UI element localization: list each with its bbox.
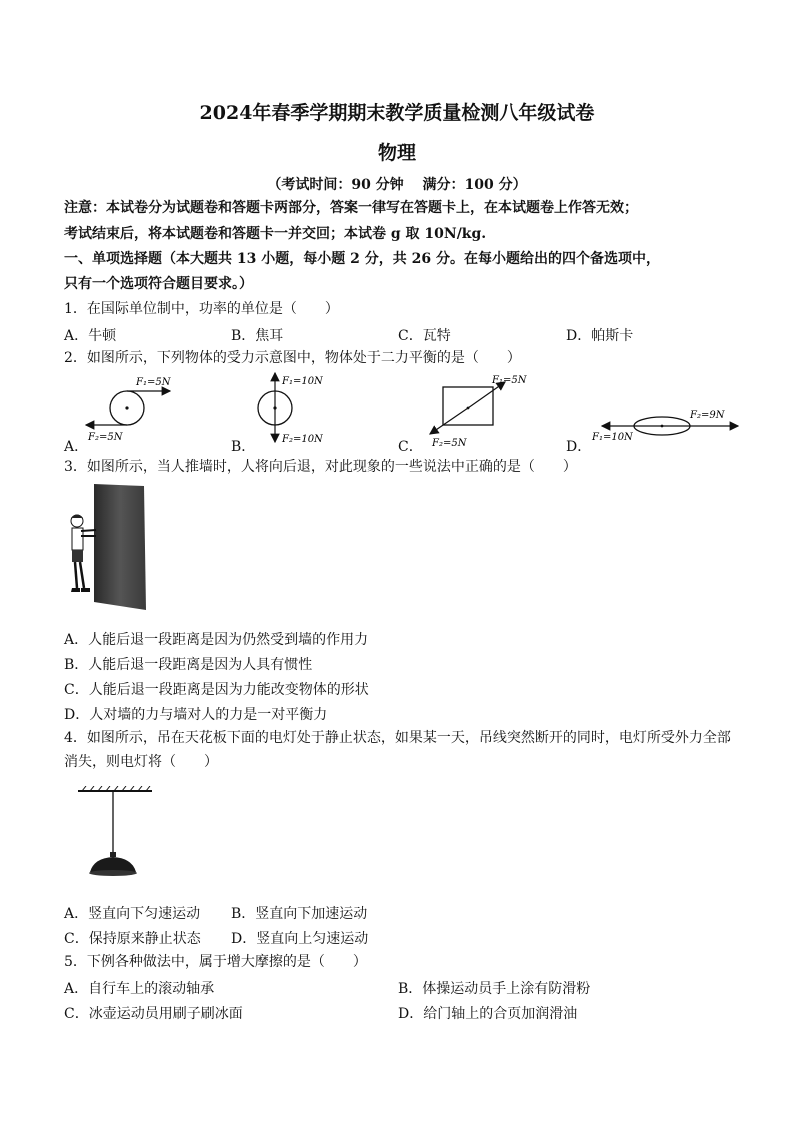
section-heading-line-1: 一、单项选择题（本大题共 13 小题，每小题 2 分，共 26 分。在每小题给出的四个备选项中， [64,251,660,267]
d-f2-label: F₂=9N [690,410,725,421]
exam-title: 2024年春季学期期末教学质量检测八年级试卷 [199,102,595,124]
q5-option-a: A．自行车上的滚动轴承 [64,981,215,997]
c-f2-label: F₂=5N [432,438,467,449]
q4-option-b: B．竖直向下加速运动 [231,906,368,922]
exam-info: （考试时间：90 分钟 满分：100 分） [267,177,527,193]
q5-option-b: B．体操运动员手上涂有防滑粉 [398,981,591,997]
section-heading-line-2: 只有一个选项符合题目要求。） [64,276,253,292]
force-arrow-f2 [430,408,468,434]
q2-option-c: C． [398,439,423,455]
q5-option-d: D．给门轴上的合页加润滑油 [398,1006,578,1022]
d-f1-label: F₁=10N [592,432,633,443]
q2-option-b: B． [231,439,256,455]
a-f2-label: F₂=5N [88,432,123,443]
q4-option-d: D．竖直向上匀速运动 [231,931,369,947]
q4-stem-line-2: 消失，则电灯将（ ） [64,754,218,770]
q4-stem-line-1: 4．如图所示，吊在天花板下面的电灯处于静止状态，如果某一天，吊线突然断开的同时，电灯所受外力全部 [64,730,731,746]
q1-option-b: B．焦耳 [231,328,284,344]
q3-person-pushing-wall-image [66,484,150,612]
q1-option-a: A．牛顿 [64,328,117,344]
q2-force-diagrams [60,370,760,450]
wall [94,484,146,610]
q3-option-b: B．人能后退一段距离是因为人具有惯性 [64,657,313,673]
q3-option-d: D．人对墙的力与墙对人的力是一对平衡力 [64,707,328,723]
diagram-a [86,377,172,443]
lamp-shade [90,857,136,872]
q3-stem: 3．如图所示，当人推墙时，人将向后退，对此现象的一些说法中正确的是（ ） [64,459,577,475]
q1-option-c: C．瓦特 [398,328,451,344]
diagram-c [430,375,528,449]
q1-stem: 1．在国际单位制中，功率的单位是（ ） [64,301,339,317]
notice-line-1: 注意：本试卷分为试题卷和答题卡两部分，答案一律写在答题卡上，在本试题卷上作答无效； [64,200,638,216]
q1-option-d: D．帕斯卡 [566,328,634,344]
q4-option-c: C．保持原来静止状态 [64,931,201,947]
q3-option-c: C．人能后退一段距离是因为力能改变物体的形状 [64,682,369,698]
subject-title: 物理 [377,142,416,164]
b-f2-label: F₂=10N [282,434,323,445]
b-f1-label: F₁=10N [282,376,323,387]
a-f1-label: F₁=5N [136,377,171,388]
q2-option-a: A． [64,439,89,455]
diagram-d [591,410,738,443]
q5-stem: 5．下例各种做法中，属于增大摩擦的是（ ） [64,954,367,970]
q2-option-d: D． [566,439,592,455]
notice-line-2: 考试结束后，将本试题卷和答题卡一并交回；本试卷 g 取 10N/kg. [64,226,487,242]
q3-option-a: A．人能后退一段距离是因为仍然受到墙的作用力 [64,632,369,648]
q4-hanging-lamp-image [76,786,156,882]
q4-option-a: A．竖直向下匀速运动 [64,906,201,922]
q2-stem: 2．如图所示，下列物体的受力示意图中，物体处于二力平衡的是（ ） [64,350,521,366]
q5-option-c: C．冰壶运动员用刷子刷冰面 [64,1006,243,1022]
c-f1-label: F₁=5N [492,375,527,386]
diagram-b [258,373,324,445]
